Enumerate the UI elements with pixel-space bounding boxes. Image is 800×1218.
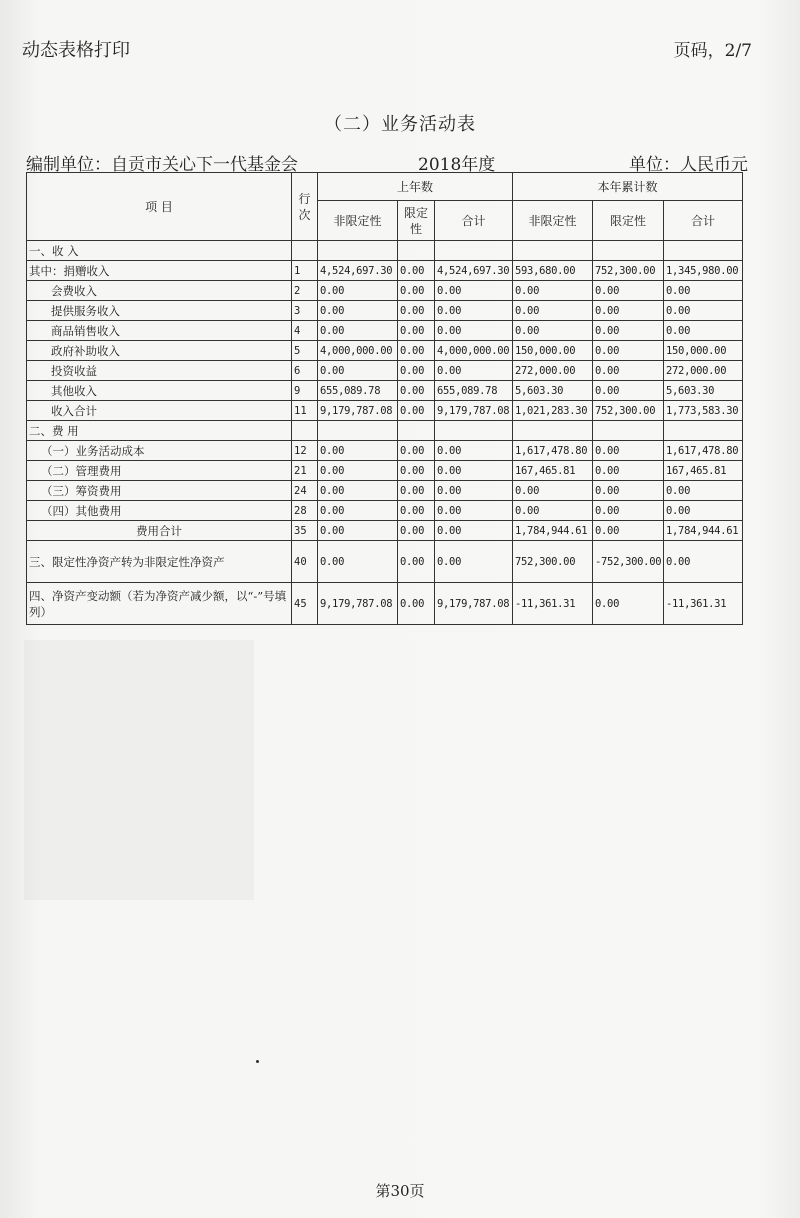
row-value-c1 — [513, 421, 593, 441]
row-value-c2: 0.00 — [593, 341, 664, 361]
row-value-c1 — [513, 241, 593, 261]
row-line-number: 40 — [292, 541, 318, 583]
row-line-number — [292, 241, 318, 261]
row-value-p2: 0.00 — [398, 521, 435, 541]
row-value-c2: 752,300.00 — [593, 401, 664, 421]
row-value-p1: 0.00 — [318, 301, 398, 321]
column-header-curr-total: 合计 — [664, 201, 743, 241]
row-value-c2: 0.00 — [593, 321, 664, 341]
row-item-label: 投资收益 — [27, 361, 292, 381]
table-row — [27, 341, 743, 361]
row-item-label: 收入合计 — [27, 401, 292, 421]
table-row — [27, 381, 743, 401]
row-value-p1: 9,179,787.08 — [318, 583, 398, 625]
row-value-c2: 0.00 — [593, 481, 664, 501]
row-value-c1: 272,000.00 — [513, 361, 593, 381]
row-item-label: 政府补助收入 — [27, 341, 292, 361]
row-value-p1: 0.00 — [318, 521, 398, 541]
row-value-p2: 0.00 — [398, 261, 435, 281]
row-value-p2: 0.00 — [398, 481, 435, 501]
row-value-p3: 9,179,787.08 — [435, 401, 513, 421]
row-value-c1: 593,680.00 — [513, 261, 593, 281]
row-value-c3: 5,603.30 — [664, 381, 743, 401]
row-item-label: 提供服务收入 — [27, 301, 292, 321]
column-group-current-year: 本年累计数 — [513, 173, 743, 201]
row-value-c2: 0.00 — [593, 381, 664, 401]
row-value-p1: 655,089.78 — [318, 381, 398, 401]
row-value-p2: 0.00 — [398, 461, 435, 481]
row-value-p3: 655,089.78 — [435, 381, 513, 401]
row-value-p3 — [435, 241, 513, 261]
row-value-c2: 0.00 — [593, 583, 664, 625]
row-value-p3 — [435, 421, 513, 441]
row-item-label: （一）业务活动成本 — [27, 441, 292, 461]
table-row — [27, 583, 743, 625]
row-line-number: 12 — [292, 441, 318, 461]
row-value-c2: 0.00 — [593, 281, 664, 301]
row-value-c1: 1,617,478.80 — [513, 441, 593, 461]
table-body — [27, 241, 743, 625]
row-value-p3: 0.00 — [435, 481, 513, 501]
row-value-c2: 0.00 — [593, 361, 664, 381]
column-group-previous-year: 上年数 — [318, 173, 513, 201]
row-item-label: 三、限定性净资产转为非限定性净资产 — [27, 541, 292, 583]
row-line-number: 9 — [292, 381, 318, 401]
row-value-c1: 0.00 — [513, 301, 593, 321]
table-row — [27, 441, 743, 461]
row-item-label: 费用合计 — [27, 521, 292, 541]
row-value-c2: 0.00 — [593, 441, 664, 461]
row-line-number: 45 — [292, 583, 318, 625]
column-header-line: 行次 — [292, 173, 318, 241]
row-value-c3 — [664, 421, 743, 441]
row-value-p1: 4,000,000.00 — [318, 341, 398, 361]
row-value-p1: 0.00 — [318, 441, 398, 461]
row-value-c3: 1,617,478.80 — [664, 441, 743, 461]
row-item-label: 会费收入 — [27, 281, 292, 301]
row-value-p1: 9,179,787.08 — [318, 401, 398, 421]
row-value-p1: 0.00 — [318, 501, 398, 521]
row-value-c1: 5,603.30 — [513, 381, 593, 401]
row-item-label: （二）管理费用 — [27, 461, 292, 481]
row-value-c1: -11,361.31 — [513, 583, 593, 625]
row-value-c3: 0.00 — [664, 321, 743, 341]
bleed-through-shadow — [24, 640, 254, 900]
row-value-p2 — [398, 421, 435, 441]
row-value-p3: 0.00 — [435, 281, 513, 301]
row-value-c3: 0.00 — [664, 541, 743, 583]
table-row — [27, 481, 743, 501]
table-row — [27, 461, 743, 481]
currency-unit: 单位：人民币元 — [629, 155, 748, 175]
table-row — [27, 241, 743, 261]
row-value-p2: 0.00 — [398, 541, 435, 583]
row-value-c1: 752,300.00 — [513, 541, 593, 583]
table-row — [27, 321, 743, 341]
table-row — [27, 521, 743, 541]
row-value-p2: 0.00 — [398, 321, 435, 341]
table-row — [27, 301, 743, 321]
row-item-label: 其他收入 — [27, 381, 292, 401]
row-item-label: （三）筹资费用 — [27, 481, 292, 501]
row-line-number: 5 — [292, 341, 318, 361]
row-value-p2: 0.00 — [398, 381, 435, 401]
column-header-curr-restricted: 限定性 — [593, 201, 664, 241]
row-value-c3: 167,465.81 — [664, 461, 743, 481]
row-value-c2: 0.00 — [593, 501, 664, 521]
table-row — [27, 401, 743, 421]
table-row — [27, 501, 743, 521]
row-value-p3: 4,524,697.30 — [435, 261, 513, 281]
row-value-p2: 0.00 — [398, 301, 435, 321]
row-value-c3: 0.00 — [664, 281, 743, 301]
row-item-label: 一、收 入 — [27, 241, 292, 261]
table-row — [27, 281, 743, 301]
row-value-p2: 0.00 — [398, 401, 435, 421]
row-value-p1: 0.00 — [318, 541, 398, 583]
row-line-number: 35 — [292, 521, 318, 541]
row-value-c2: 0.00 — [593, 461, 664, 481]
row-value-p3: 4,000,000.00 — [435, 341, 513, 361]
row-value-c1: 0.00 — [513, 501, 593, 521]
row-value-c3: 0.00 — [664, 481, 743, 501]
row-value-p2: 0.00 — [398, 361, 435, 381]
row-item-label: 商品销售收入 — [27, 321, 292, 341]
column-header-curr-unrestricted: 非限定性 — [513, 201, 593, 241]
row-value-c1: 1,784,944.61 — [513, 521, 593, 541]
activity-statement-table — [26, 172, 743, 625]
row-line-number: 4 — [292, 321, 318, 341]
column-header-prev-restricted: 限定性 — [398, 201, 435, 241]
table-row — [27, 361, 743, 381]
row-value-p1: 0.00 — [318, 361, 398, 381]
row-value-c2: -752,300.00 — [593, 541, 664, 583]
row-value-c2: 752,300.00 — [593, 261, 664, 281]
row-line-number: 21 — [292, 461, 318, 481]
row-value-c3: 150,000.00 — [664, 341, 743, 361]
column-header-item: 项 目 — [27, 173, 292, 241]
page-code: 页码，2/7 — [673, 41, 752, 61]
row-value-p1: 4,524,697.30 — [318, 261, 398, 281]
row-value-p3: 0.00 — [435, 461, 513, 481]
row-value-p1: 0.00 — [318, 321, 398, 341]
row-value-p3: 0.00 — [435, 361, 513, 381]
row-value-p3: 0.00 — [435, 521, 513, 541]
page-number: 第30页 — [375, 1182, 425, 1200]
row-value-p1: 0.00 — [318, 481, 398, 501]
row-line-number: 6 — [292, 361, 318, 381]
row-value-p3: 0.00 — [435, 541, 513, 583]
row-value-p1: 0.00 — [318, 461, 398, 481]
column-header-prev-unrestricted: 非限定性 — [318, 201, 398, 241]
row-item-label: （四）其他费用 — [27, 501, 292, 521]
row-value-p2: 0.00 — [398, 281, 435, 301]
row-value-c3: 1,784,944.61 — [664, 521, 743, 541]
row-value-c1: 0.00 — [513, 481, 593, 501]
row-value-p2: 0.00 — [398, 583, 435, 625]
reporting-entity: 编制单位：自贡市关心下一代基金会 — [26, 155, 298, 175]
scan-speck — [256, 1060, 259, 1063]
row-value-c3: 272,000.00 — [664, 361, 743, 381]
row-line-number: 24 — [292, 481, 318, 501]
row-value-c3: -11,361.31 — [664, 583, 743, 625]
row-line-number: 3 — [292, 301, 318, 321]
row-value-c1: 0.00 — [513, 281, 593, 301]
row-value-p3: 0.00 — [435, 301, 513, 321]
table-row — [27, 541, 743, 583]
row-value-c1: 167,465.81 — [513, 461, 593, 481]
row-value-c3 — [664, 241, 743, 261]
row-item-label: 其中：捐赠收入 — [27, 261, 292, 281]
row-value-c2: 0.00 — [593, 521, 664, 541]
row-line-number — [292, 421, 318, 441]
row-value-p1 — [318, 241, 398, 261]
report-year: 2018年度 — [418, 155, 496, 175]
row-line-number: 1 — [292, 261, 318, 281]
row-value-p3: 9,179,787.08 — [435, 583, 513, 625]
row-value-p3: 0.00 — [435, 441, 513, 461]
row-value-p3: 0.00 — [435, 501, 513, 521]
report-title: （二）业务活动表 — [324, 114, 476, 135]
row-item-label: 二、费 用 — [27, 421, 292, 441]
column-header-prev-total: 合计 — [435, 201, 513, 241]
row-value-c2 — [593, 241, 664, 261]
row-value-p3: 0.00 — [435, 321, 513, 341]
row-line-number: 2 — [292, 281, 318, 301]
row-value-c3: 1,345,980.00 — [664, 261, 743, 281]
print-header-title: 动态表格打印 — [22, 40, 130, 61]
table-row — [27, 261, 743, 281]
row-value-c3: 0.00 — [664, 501, 743, 521]
row-line-number: 28 — [292, 501, 318, 521]
row-item-label: 四、净资产变动额（若为净资产减少额，以“-”号填列） — [27, 583, 292, 625]
row-value-p1: 0.00 — [318, 281, 398, 301]
row-value-p2 — [398, 241, 435, 261]
row-value-c1: 0.00 — [513, 321, 593, 341]
row-value-c2: 0.00 — [593, 301, 664, 321]
row-value-c1: 1,021,283.30 — [513, 401, 593, 421]
row-value-c1: 150,000.00 — [513, 341, 593, 361]
row-line-number: 11 — [292, 401, 318, 421]
row-value-p2: 0.00 — [398, 501, 435, 521]
row-value-c3: 0.00 — [664, 301, 743, 321]
table-row — [27, 421, 743, 441]
row-value-p2: 0.00 — [398, 341, 435, 361]
row-value-c3: 1,773,583.30 — [664, 401, 743, 421]
row-value-p2: 0.00 — [398, 441, 435, 461]
row-value-p1 — [318, 421, 398, 441]
row-value-c2 — [593, 421, 664, 441]
